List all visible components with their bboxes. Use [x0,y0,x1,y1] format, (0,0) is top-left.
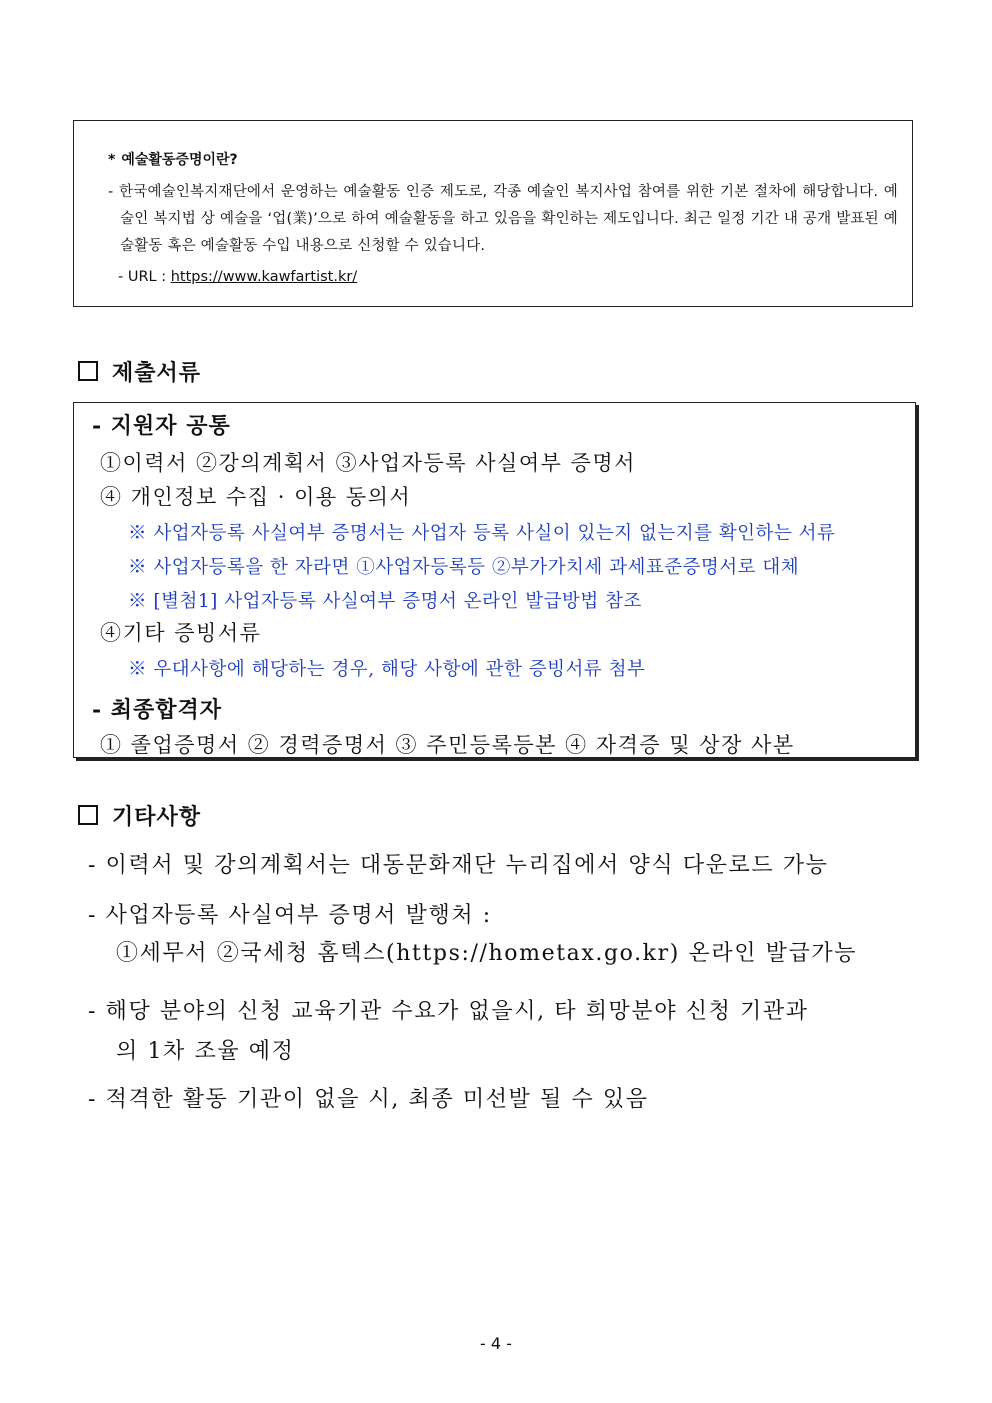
info-box [73,120,913,307]
docs-item-3: ④기타 증빙서류 [100,621,262,645]
misc-line-3: ①세무서 ②국세청 홈텍스(https://hometax.go.kr) 온라인 발급가능 [116,941,858,966]
docs-box [73,402,916,758]
info-description: - 한국예술인복지재단에서 운영하는 예술활동 인증 제도로, 각종 예술인 복지사업 참여를 위한 기본 절차에 해당합니다. 예술인 복지법 상 예술을 ‘업(業)’으로 하여 예술활동을 하고 있음을 확인하는 제도입니다. 최근 일정 기간 내 공개 발표된 예술활동 혹은 예술활동 수입 내용으로 신청할 수 있습니다. [108,184,898,254]
section-misc-heading [78,800,201,831]
star-marker: * [108,152,116,168]
final-applicant-heading: - 최종합격자 [92,697,223,723]
info-title-text: 예술활동증명이란? [121,152,238,168]
misc-line-6: - 적격한 활동 기관이 없을 시, 최종 미선발 될 수 있음 [88,1087,649,1112]
section-docs-title: 제출서류 [112,360,202,386]
info-url-line [118,269,357,285]
docs-item-1: ①이력서 ②강의계획서 ③사업자등록 사실여부 증명서 [100,451,636,475]
checkbox-square-icon [78,805,98,825]
final-applicant-items: ① 졸업증명서 ② 경력증명서 ③ 주민등록등본 ④ 자격증 및 상장 사본 [100,733,795,757]
info-title [108,149,238,169]
page-number: - 4 - [480,1334,512,1353]
docs-note-2: ※ 사업자등록을 한 자라면 ①사업자등록등 ②부가가치세 과세표준증명서로 대체 [128,557,800,578]
url-link[interactable]: https://www.kawfartist.kr/ [170,269,358,285]
checkbox-square-icon [78,361,98,381]
docs-item-2: ④ 개인정보 수집 · 이용 동의서 [100,485,412,509]
section-docs-heading [78,356,201,387]
misc-line-5: 의 1차 조율 예정 [116,1039,295,1064]
misc-line-2: - 사업자등록 사실여부 증명서 발행처 : [88,903,492,928]
misc-line-4: - 해당 분야의 신청 교육기관 수요가 없을시, 타 희망분야 신청 기관과 [88,999,809,1024]
common-applicant-heading: - 지원자 공통 [92,413,231,439]
section-misc-title: 기타사항 [112,804,202,830]
docs-note-4: ※ 우대사항에 해당하는 경우, 해당 사항에 관한 증빙서류 첨부 [128,659,646,680]
docs-note-3: ※ [별첨1] 사업자등록 사실여부 증명서 온라인 발급방법 참조 [128,591,642,612]
url-label: - URL : [118,269,171,285]
misc-line-1: - 이력서 및 강의계획서는 대동문화재단 누리집에서 양식 다운로드 가능 [88,853,829,878]
docs-note-1: ※ 사업자등록 사실여부 증명서는 사업자 등록 사실이 있는지 없는지를 확인하는 서류 [128,523,836,544]
